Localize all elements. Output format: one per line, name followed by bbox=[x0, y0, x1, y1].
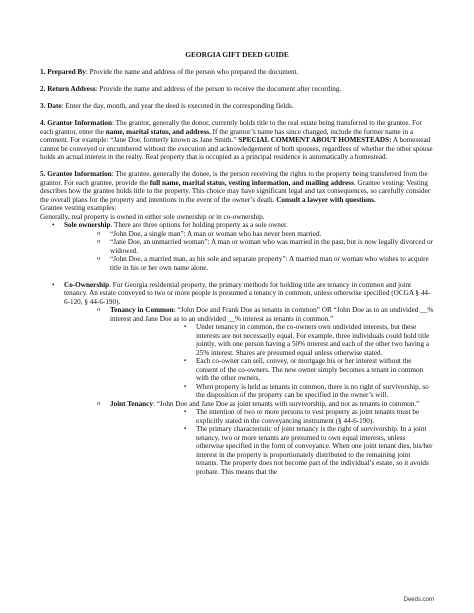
vesting-examples-line: Grantee vesting examples: bbox=[40, 204, 117, 212]
section-grantor bbox=[40, 119, 434, 162]
list-item: o “John Doe, a married man, as his sole and separate property”: A married man or woman who wishes to acquire title in his or her own name alone. bbox=[64, 255, 434, 272]
list-item-co-ownership bbox=[40, 281, 434, 477]
list-item-text: . There are three options for holding property as a sole owner. bbox=[110, 221, 288, 229]
list-item-sole-ownership bbox=[40, 221, 434, 272]
list-item: ▪ The intention of two or more persons to vest property as joint tenants must be explicitly stated in the conveyancing instrument (§ 44-6-190). bbox=[110, 408, 434, 425]
list-item-joint-tenancy bbox=[64, 400, 434, 477]
section-text: . Grantee vesting: Vesting describes how the grantee holds title to the property. This choice may have significant legal and tax consequences, so carefully consider the overall plans for the property and intentions in the event of the owner’s death. bbox=[40, 178, 431, 204]
list-item: ▪ The primary characteristic of joint tenancy is the right of survivorship. In a joint tenancy, two or more tenants are presumed to own equal interests, unless otherwise specified in the form of conveyance. When one joint tenant dies, his/her interest in the property is proportionately distributed to the remaining joint tenants. The property does not become part of the individual’s estate, so it avoids probate. This means that the bbox=[110, 425, 434, 476]
section-heading: 4. Grantor Information bbox=[40, 119, 112, 127]
document-title: GEORGIA GIFT DEED GUIDE bbox=[185, 50, 289, 59]
section-text: : Enter the day, month, and year the deed is executed in the corresponding fields. bbox=[61, 102, 294, 110]
list-item-tenancy-in-common bbox=[64, 306, 434, 400]
list-item: ▪ Under tenancy in common, the co-owners own undivided interests, but these interests are not necessarily equal. For example, three individuals could hold title jointly, with one person having a 50% interest and each of the other two having a 25% interest. Shares are presumed equal unless otherwise stated. bbox=[110, 323, 434, 357]
section-heading: 3. Date bbox=[40, 102, 62, 110]
section-text: If the grantor’s name has since changed, include the former name in a comment. For example: “Jane Doe, formerly known as Jane Smith.” bbox=[40, 127, 414, 144]
section-prepared-by bbox=[40, 68, 434, 77]
co-ownership-options bbox=[64, 306, 434, 476]
section-heading: 5. Grantee Information bbox=[40, 170, 112, 178]
list-item: o “John Doe, a single man”: A man or woman who has never been married. bbox=[64, 230, 434, 239]
section-text: A homestead cannot be conveyed or encumbered without the execution and acknowledgement of both spouses, regardless of whether the other spouse holds an actual interest in the realty. Real property that is occupied as a principal residence is automatically a homestead. bbox=[40, 136, 433, 161]
ownership-intro-line: Generally, real property is owned in either sole ownership or in co-ownership. bbox=[40, 212, 265, 221]
tenancy-in-common-details bbox=[110, 323, 434, 400]
emphasis-text: full name, marital status, vesting information, and mailing address bbox=[149, 178, 354, 187]
list-item: o “Jane Doe, an unmarried woman”: A man or woman who was married in the past, but is now legally divorced or widowed. bbox=[64, 238, 434, 255]
list-item-heading: Joint Tenancy bbox=[110, 399, 153, 408]
section-heading: 1. Prepared By bbox=[40, 68, 86, 76]
list-item-text: : “John Doe and Frank Doe as tenants in common” OR “John Doe as to an undivided __% interest and Jane Doe as to an undivided __% interest as tenants in common.” bbox=[110, 306, 434, 323]
section-text: : Provide the name and address of the person who prepared the document. bbox=[85, 68, 299, 76]
consult-lawyer-text: Consult a lawyer with questions. bbox=[276, 195, 376, 204]
section-heading: 2. Return Address bbox=[40, 85, 96, 93]
list-item-heading: Tenancy in Common bbox=[110, 306, 174, 314]
list-item: ▪ Each co-owner can sell, convey, or mortgage his or her interest without the consent of the co-owners. The new owner simply becomes a tenant in common with the other owners. bbox=[110, 357, 434, 383]
sole-ownership-options bbox=[64, 230, 434, 273]
joint-tenancy-details bbox=[110, 408, 434, 476]
ownership-list bbox=[40, 221, 434, 476]
list-item-heading: Co-Ownership bbox=[64, 280, 110, 289]
section-return-address bbox=[40, 85, 434, 94]
list-item-text: . For Georgia residential property, the primary methods for holding title are tenancy in common and joint tenancy. An estate conveyed to two or more people is presumed a tenancy in common, unless otherwise specified (OCGA § 44-6-120, § 44-6-190). bbox=[64, 280, 431, 306]
homestead-comment-heading: SPECIAL COMMENT ABOUT HOMESTEADS: bbox=[238, 136, 392, 144]
list-item-heading: Sole ownership bbox=[64, 221, 111, 229]
list-item: ▪ When property is held as tenants in common, there is no right of survivorship, so the disposition of the property can be specified in the owner’s will. bbox=[110, 383, 434, 400]
section-date bbox=[40, 102, 434, 111]
section-text: : The grantee, generally the donee, is the person receiving the rights to the property being transferred from the grantor. For each grantee, provide the bbox=[40, 170, 428, 187]
footer-source: Deeds.com bbox=[403, 597, 434, 603]
section-grantee bbox=[40, 170, 434, 204]
list-item-text: : “John Doe and Jane Doe as joint tenants with survivorship, and not as tenants in common.” bbox=[152, 399, 420, 408]
emphasis-text: name, marital status, and address. bbox=[105, 127, 211, 136]
section-text: : The grantor, generally the donor, currently holds title to the real estate being transferred to the grantee. For each grantor, enter the bbox=[40, 119, 422, 136]
section-text: : Provide the name and address of the person to receive the document after recording. bbox=[95, 85, 342, 93]
